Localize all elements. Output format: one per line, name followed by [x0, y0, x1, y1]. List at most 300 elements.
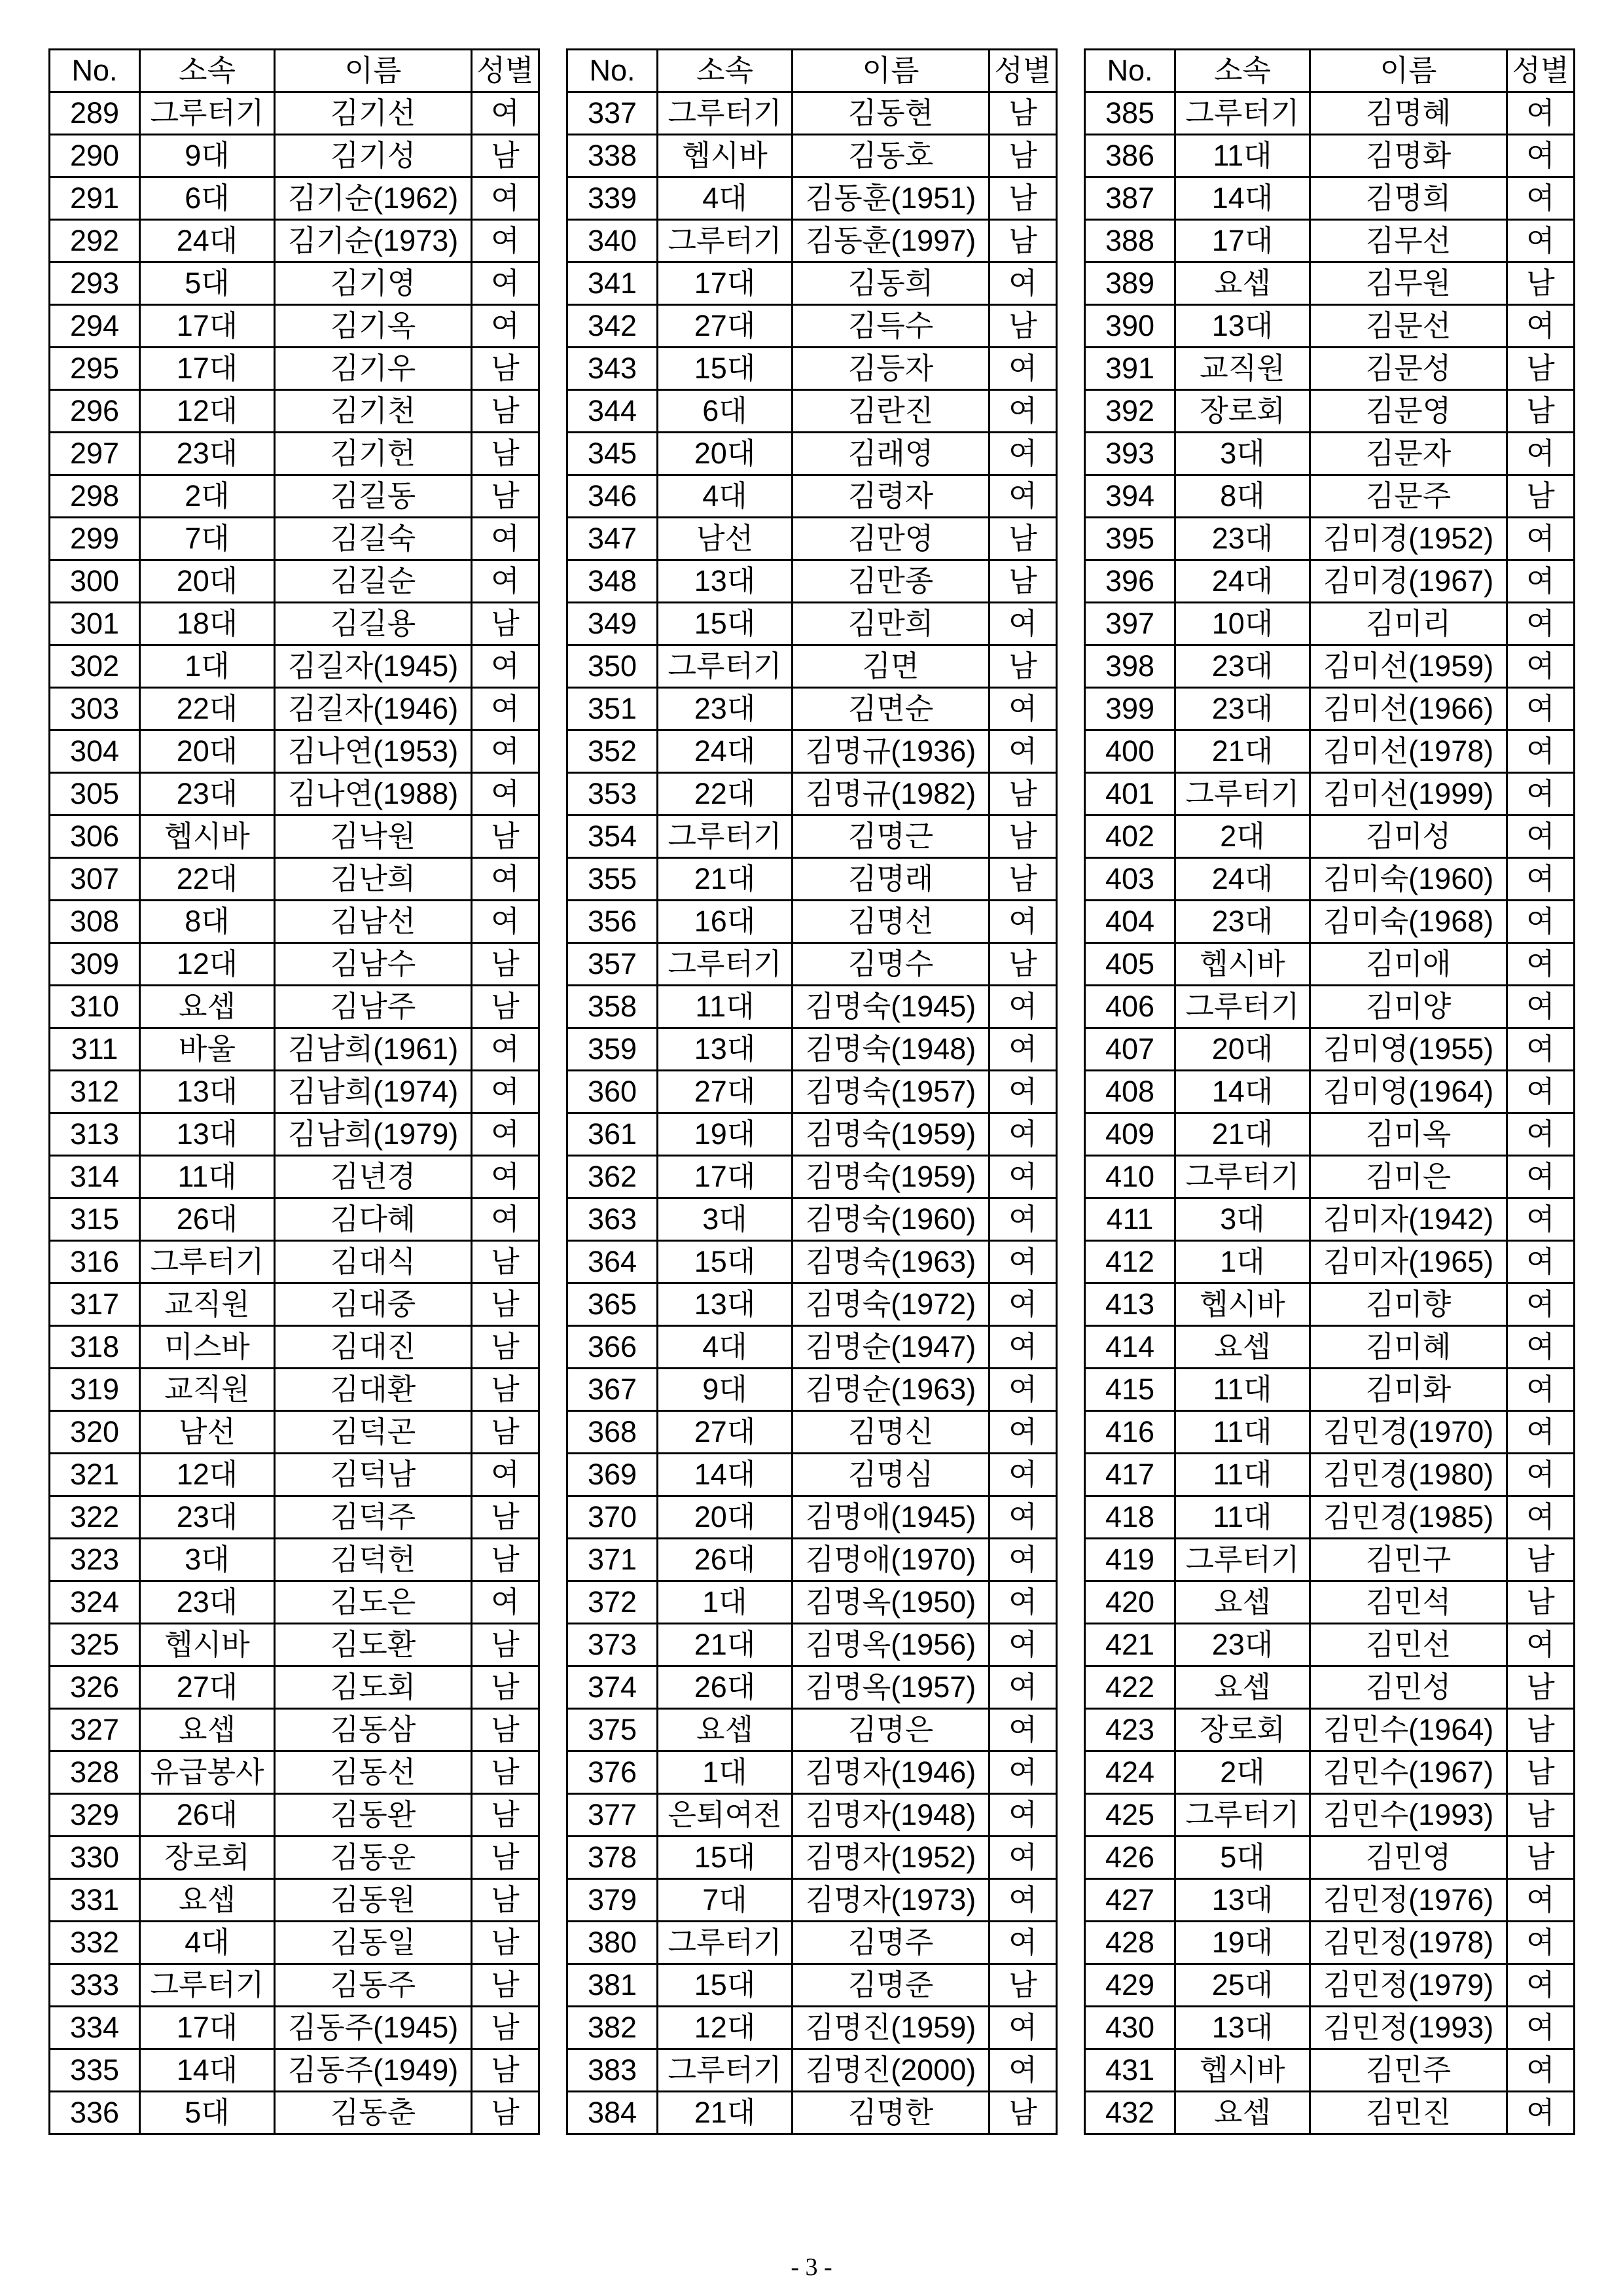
- cell-gender: 남: [472, 1837, 539, 1879]
- table-row: [50, 816, 539, 858]
- cell-gender: 남: [472, 1326, 539, 1369]
- table-row: [1085, 220, 1575, 262]
- cell-no: 385: [1085, 92, 1175, 135]
- cell-name: 김낙원: [275, 816, 472, 858]
- table-row: [567, 305, 1057, 348]
- cell-no: 330: [50, 1837, 140, 1879]
- table-row: [50, 1113, 539, 1156]
- cell-gender: 여: [1507, 135, 1575, 177]
- column-header-no: No.: [567, 50, 658, 92]
- table-row: [567, 1751, 1057, 1794]
- cell-affiliation: 14대: [1175, 177, 1310, 220]
- cell-no: 322: [50, 1496, 140, 1539]
- cell-no: 347: [567, 518, 658, 560]
- cell-affiliation: 2대: [1175, 1751, 1310, 1794]
- header-row: [1085, 50, 1575, 92]
- cell-name: 김년경: [275, 1156, 472, 1198]
- cell-name: 김덕곤: [275, 1411, 472, 1454]
- cell-name: 김명숙(1963): [793, 1241, 990, 1283]
- cell-gender: 여: [1507, 1922, 1575, 1964]
- member-table-3: [1084, 48, 1575, 2135]
- table-row: [1085, 1751, 1575, 1794]
- cell-name: 김도은: [275, 1581, 472, 1624]
- cell-affiliation: 18대: [140, 603, 275, 645]
- cell-affiliation: 23대: [658, 688, 793, 730]
- cell-name: 김길순: [275, 560, 472, 603]
- cell-affiliation: 미스바: [140, 1326, 275, 1369]
- cell-affiliation: 20대: [140, 560, 275, 603]
- table-row: [50, 943, 539, 986]
- cell-name: 김민정(1976): [1310, 1879, 1507, 1922]
- table-row: [1085, 986, 1575, 1028]
- table-row: [1085, 518, 1575, 560]
- cell-no: 332: [50, 1922, 140, 1964]
- cell-gender: 여: [1507, 1624, 1575, 1666]
- cell-affiliation: 그루터기: [140, 1964, 275, 2007]
- table-row: [50, 773, 539, 816]
- cell-name: 김기옥: [275, 305, 472, 348]
- cell-name: 김령자: [793, 475, 990, 518]
- cell-no: 409: [1085, 1113, 1175, 1156]
- cell-gender: 여: [990, 1581, 1057, 1624]
- cell-affiliation: 13대: [1175, 2007, 1310, 2049]
- table-row: [50, 1581, 539, 1624]
- table-body: [567, 92, 1057, 2134]
- table-row: [50, 730, 539, 773]
- cell-name: 김미자(1942): [1310, 1198, 1507, 1241]
- cell-no: 379: [567, 1879, 658, 1922]
- cell-name: 김명희: [1310, 177, 1507, 220]
- table-row: [567, 1964, 1057, 2007]
- cell-affiliation: 요셉: [658, 1709, 793, 1751]
- cell-affiliation: 22대: [140, 688, 275, 730]
- cell-gender: 남: [1507, 1794, 1575, 1837]
- cell-no: 354: [567, 816, 658, 858]
- table-row: [1085, 2007, 1575, 2049]
- column-header-gender: 성별: [990, 50, 1057, 92]
- cell-gender: 남: [472, 1794, 539, 1837]
- cell-no: 300: [50, 560, 140, 603]
- cell-affiliation: 3대: [658, 1198, 793, 1241]
- table-row: [50, 645, 539, 688]
- cell-affiliation: 헵시바: [658, 135, 793, 177]
- member-table-2: [566, 48, 1058, 2135]
- cell-affiliation: 20대: [140, 730, 275, 773]
- cell-name: 김명주: [793, 1922, 990, 1964]
- cell-gender: 여: [1507, 305, 1575, 348]
- cell-affiliation: 15대: [658, 348, 793, 390]
- cell-gender: 여: [1507, 1879, 1575, 1922]
- cell-name: 김미영(1964): [1310, 1071, 1507, 1113]
- table-row: [1085, 943, 1575, 986]
- table-row: [50, 1071, 539, 1113]
- table-row: [567, 1879, 1057, 1922]
- cell-gender: 남: [472, 1624, 539, 1666]
- cell-name: 김미숙(1968): [1310, 901, 1507, 943]
- cell-gender: 여: [1507, 773, 1575, 816]
- cell-gender: 여: [1507, 177, 1575, 220]
- cell-affiliation: 23대: [140, 1496, 275, 1539]
- cell-affiliation: 23대: [1175, 901, 1310, 943]
- cell-gender: 남: [1507, 262, 1575, 305]
- cell-gender: 여: [1507, 1411, 1575, 1454]
- table-row: [567, 645, 1057, 688]
- cell-no: 375: [567, 1709, 658, 1751]
- cell-name: 김문자: [1310, 433, 1507, 475]
- cell-affiliation: 12대: [140, 390, 275, 433]
- cell-gender: 여: [990, 1071, 1057, 1113]
- cell-name: 김남수: [275, 943, 472, 986]
- cell-gender: 여: [990, 688, 1057, 730]
- cell-name: 김명한: [793, 2092, 990, 2134]
- cell-affiliation: 그루터기: [140, 1241, 275, 1283]
- cell-gender: 남: [1507, 1837, 1575, 1879]
- cell-no: 416: [1085, 1411, 1175, 1454]
- cell-name: 김민수(1993): [1310, 1794, 1507, 1837]
- cell-affiliation: 10대: [1175, 603, 1310, 645]
- cell-no: 400: [1085, 730, 1175, 773]
- cell-no: 389: [1085, 262, 1175, 305]
- table-row: [50, 1241, 539, 1283]
- cell-affiliation: 5대: [140, 2092, 275, 2134]
- table-row: [567, 773, 1057, 816]
- cell-no: 353: [567, 773, 658, 816]
- cell-no: 369: [567, 1454, 658, 1496]
- cell-affiliation: 13대: [658, 1283, 793, 1326]
- table-row: [567, 986, 1057, 1028]
- cell-gender: 남: [1507, 1709, 1575, 1751]
- cell-gender: 남: [472, 1283, 539, 1326]
- cell-name: 김민정(1993): [1310, 2007, 1507, 2049]
- table-row: [50, 986, 539, 1028]
- cell-name: 김명은: [793, 1709, 990, 1751]
- cell-name: 김무선: [1310, 220, 1507, 262]
- cell-gender: 남: [472, 1709, 539, 1751]
- table-row: [567, 1326, 1057, 1369]
- table-row: [50, 1624, 539, 1666]
- cell-no: 372: [567, 1581, 658, 1624]
- table-row: [1085, 177, 1575, 220]
- cell-affiliation: 장로회: [1175, 390, 1310, 433]
- table-row: [567, 1794, 1057, 1837]
- table-row: [1085, 603, 1575, 645]
- cell-affiliation: 6대: [140, 177, 275, 220]
- cell-name: 김민수(1964): [1310, 1709, 1507, 1751]
- cell-name: 김대중: [275, 1283, 472, 1326]
- table-row: [1085, 1581, 1575, 1624]
- cell-no: 341: [567, 262, 658, 305]
- table-row: [50, 1496, 539, 1539]
- cell-no: 419: [1085, 1539, 1175, 1581]
- cell-affiliation: 요셉: [1175, 1666, 1310, 1709]
- cell-no: 317: [50, 1283, 140, 1326]
- cell-name: 김명애(1970): [793, 1539, 990, 1581]
- cell-affiliation: 교직원: [140, 1283, 275, 1326]
- cell-name: 김명옥(1957): [793, 1666, 990, 1709]
- table-row: [567, 220, 1057, 262]
- cell-name: 김기선: [275, 92, 472, 135]
- cell-no: 297: [50, 433, 140, 475]
- cell-no: 386: [1085, 135, 1175, 177]
- cell-gender: 여: [1507, 1326, 1575, 1369]
- cell-gender: 여: [1507, 1071, 1575, 1113]
- cell-no: 346: [567, 475, 658, 518]
- cell-affiliation: 그루터기: [658, 2049, 793, 2092]
- cell-name: 김미혜: [1310, 1326, 1507, 1369]
- table-row: [1085, 2049, 1575, 2092]
- cell-affiliation: 22대: [658, 773, 793, 816]
- cell-no: 310: [50, 986, 140, 1028]
- table-row: [50, 305, 539, 348]
- cell-name: 김동주: [275, 1964, 472, 2007]
- table-row: [567, 1666, 1057, 1709]
- cell-affiliation: 23대: [1175, 1624, 1310, 1666]
- cell-affiliation: 27대: [658, 1411, 793, 1454]
- cell-gender: 남: [472, 1666, 539, 1709]
- cell-affiliation: 13대: [1175, 1879, 1310, 1922]
- cell-no: 370: [567, 1496, 658, 1539]
- cell-no: 309: [50, 943, 140, 986]
- cell-name: 김민진: [1310, 2092, 1507, 2134]
- cell-name: 김명자(1973): [793, 1879, 990, 1922]
- cell-gender: 여: [472, 177, 539, 220]
- cell-gender: 남: [472, 943, 539, 986]
- cell-gender: 여: [990, 1156, 1057, 1198]
- cell-name: 김문주: [1310, 475, 1507, 518]
- cell-name: 김미숙(1960): [1310, 858, 1507, 901]
- cell-name: 김대식: [275, 1241, 472, 1283]
- cell-gender: 여: [1507, 2007, 1575, 2049]
- cell-no: 390: [1085, 305, 1175, 348]
- table-row: [567, 1624, 1057, 1666]
- cell-affiliation: 11대: [140, 1156, 275, 1198]
- cell-no: 315: [50, 1198, 140, 1241]
- cell-name: 김동일: [275, 1922, 472, 1964]
- cell-gender: 여: [1507, 433, 1575, 475]
- cell-gender: 여: [990, 390, 1057, 433]
- cell-affiliation: 11대: [1175, 1454, 1310, 1496]
- cell-no: 345: [567, 433, 658, 475]
- cell-no: 299: [50, 518, 140, 560]
- cell-affiliation: 15대: [658, 1241, 793, 1283]
- column-header-affiliation: 소속: [658, 50, 793, 92]
- cell-name: 김만희: [793, 603, 990, 645]
- cell-affiliation: 그루터기: [1175, 986, 1310, 1028]
- cell-no: 298: [50, 475, 140, 518]
- cell-gender: 남: [472, 2007, 539, 2049]
- cell-gender: 남: [1507, 1539, 1575, 1581]
- cell-name: 김등자: [793, 348, 990, 390]
- cell-name: 김미리: [1310, 603, 1507, 645]
- cell-no: 348: [567, 560, 658, 603]
- cell-gender: 여: [1507, 1964, 1575, 2007]
- cell-no: 414: [1085, 1326, 1175, 1369]
- cell-no: 366: [567, 1326, 658, 1369]
- cell-name: 김문영: [1310, 390, 1507, 433]
- table-row: [567, 1071, 1057, 1113]
- cell-affiliation: 21대: [658, 2092, 793, 2134]
- cell-gender: 여: [1507, 1028, 1575, 1071]
- cell-affiliation: 그루터기: [1175, 1794, 1310, 1837]
- cell-gender: 여: [990, 1028, 1057, 1071]
- cell-gender: 여: [990, 1666, 1057, 1709]
- cell-affiliation: 13대: [140, 1071, 275, 1113]
- table-row: [1085, 816, 1575, 858]
- cell-gender: 여: [1507, 1496, 1575, 1539]
- cell-affiliation: 4대: [658, 177, 793, 220]
- cell-name: 김명숙(1960): [793, 1198, 990, 1241]
- cell-gender: 여: [1507, 943, 1575, 986]
- table-row: [1085, 1454, 1575, 1496]
- table-row: [567, 1837, 1057, 1879]
- column-header-affiliation: 소속: [140, 50, 275, 92]
- cell-affiliation: 그루터기: [1175, 1539, 1310, 1581]
- cell-name: 김동현: [793, 92, 990, 135]
- cell-gender: 여: [1507, 688, 1575, 730]
- cell-gender: 여: [990, 1411, 1057, 1454]
- cell-affiliation: 14대: [1175, 1071, 1310, 1113]
- cell-no: 367: [567, 1369, 658, 1411]
- cell-affiliation: 13대: [140, 1113, 275, 1156]
- cell-gender: 여: [1507, 1454, 1575, 1496]
- cell-affiliation: 13대: [658, 560, 793, 603]
- cell-gender: 남: [1507, 348, 1575, 390]
- cell-no: 421: [1085, 1624, 1175, 1666]
- cell-gender: 여: [990, 2007, 1057, 2049]
- cell-no: 292: [50, 220, 140, 262]
- cell-affiliation: 17대: [140, 2007, 275, 2049]
- cell-gender: 여: [472, 1581, 539, 1624]
- cell-affiliation: 16대: [658, 901, 793, 943]
- table-row: [567, 1539, 1057, 1581]
- cell-name: 김동희: [793, 262, 990, 305]
- cell-name: 김나연(1953): [275, 730, 472, 773]
- cell-gender: 남: [990, 773, 1057, 816]
- cell-gender: 여: [990, 2049, 1057, 2092]
- cell-no: 418: [1085, 1496, 1175, 1539]
- cell-affiliation: 26대: [658, 1539, 793, 1581]
- table-row: [50, 1666, 539, 1709]
- cell-affiliation: 그루터기: [658, 816, 793, 858]
- table-row: [50, 1454, 539, 1496]
- cell-gender: 남: [1507, 475, 1575, 518]
- cell-no: 318: [50, 1326, 140, 1369]
- cell-no: 306: [50, 816, 140, 858]
- cell-gender: 여: [1507, 1283, 1575, 1326]
- cell-affiliation: 23대: [1175, 518, 1310, 560]
- table-row: [50, 1156, 539, 1198]
- cell-affiliation: 23대: [1175, 688, 1310, 730]
- cell-affiliation: 헵시바: [140, 1624, 275, 1666]
- cell-name: 김명혜: [1310, 92, 1507, 135]
- cell-gender: 여: [1507, 1198, 1575, 1241]
- table-row: [1085, 1666, 1575, 1709]
- cell-affiliation: 헵시바: [1175, 1283, 1310, 1326]
- cell-affiliation: 19대: [1175, 1922, 1310, 1964]
- table-row: [50, 603, 539, 645]
- cell-affiliation: 3대: [1175, 433, 1310, 475]
- cell-gender: 여: [990, 433, 1057, 475]
- cell-no: 323: [50, 1539, 140, 1581]
- cell-name: 김민경(1980): [1310, 1454, 1507, 1496]
- cell-name: 김기순(1962): [275, 177, 472, 220]
- cell-affiliation: 요셉: [1175, 1581, 1310, 1624]
- cell-affiliation: 23대: [1175, 645, 1310, 688]
- cell-no: 293: [50, 262, 140, 305]
- table-row: [1085, 348, 1575, 390]
- table-row: [567, 1156, 1057, 1198]
- cell-affiliation: 24대: [1175, 560, 1310, 603]
- cell-affiliation: 4대: [658, 1326, 793, 1369]
- table-row: [50, 220, 539, 262]
- cell-affiliation: 13대: [1175, 305, 1310, 348]
- cell-affiliation: 요셉: [140, 986, 275, 1028]
- cell-gender: 남: [472, 1369, 539, 1411]
- table-row: [50, 2049, 539, 2092]
- cell-affiliation: 13대: [658, 1028, 793, 1071]
- cell-no: 403: [1085, 858, 1175, 901]
- cell-name: 김동원: [275, 1879, 472, 1922]
- cell-gender: 여: [472, 92, 539, 135]
- cell-gender: 남: [990, 943, 1057, 986]
- cell-affiliation: 4대: [658, 475, 793, 518]
- cell-name: 김란진: [793, 390, 990, 433]
- cell-name: 김미선(1999): [1310, 773, 1507, 816]
- cell-no: 350: [567, 645, 658, 688]
- table-row: [567, 348, 1057, 390]
- cell-gender: 여: [990, 1709, 1057, 1751]
- cell-gender: 여: [1507, 1156, 1575, 1198]
- cell-affiliation: 7대: [658, 1879, 793, 1922]
- cell-gender: 남: [472, 816, 539, 858]
- cell-name: 김미화: [1310, 1369, 1507, 1411]
- cell-affiliation: 3대: [1175, 1198, 1310, 1241]
- table-row: [50, 858, 539, 901]
- cell-affiliation: 요셉: [1175, 262, 1310, 305]
- cell-name: 김미양: [1310, 986, 1507, 1028]
- cell-affiliation: 12대: [140, 943, 275, 986]
- cell-affiliation: 15대: [658, 603, 793, 645]
- cell-no: 423: [1085, 1709, 1175, 1751]
- table-row: [50, 1283, 539, 1326]
- cell-no: 327: [50, 1709, 140, 1751]
- table-row: [50, 1539, 539, 1581]
- cell-name: 김남희(1979): [275, 1113, 472, 1156]
- cell-affiliation: 5대: [1175, 1837, 1310, 1879]
- column-header-affiliation: 소속: [1175, 50, 1310, 92]
- cell-no: 368: [567, 1411, 658, 1454]
- table-row: [1085, 2092, 1575, 2134]
- table-row: [567, 1411, 1057, 1454]
- cell-gender: 남: [472, 135, 539, 177]
- table-row: [1085, 645, 1575, 688]
- cell-no: 397: [1085, 603, 1175, 645]
- cell-name: 김명신: [793, 1411, 990, 1454]
- cell-gender: 여: [472, 305, 539, 348]
- cell-no: 426: [1085, 1837, 1175, 1879]
- cell-gender: 여: [1507, 1241, 1575, 1283]
- cell-gender: 남: [990, 305, 1057, 348]
- table-row: [567, 1369, 1057, 1411]
- table-row: [50, 1751, 539, 1794]
- cell-no: 338: [567, 135, 658, 177]
- cell-affiliation: 8대: [140, 901, 275, 943]
- cell-affiliation: 11대: [1175, 1496, 1310, 1539]
- cell-gender: 여: [1507, 1369, 1575, 1411]
- cell-name: 김명순(1963): [793, 1369, 990, 1411]
- cell-name: 김미자(1965): [1310, 1241, 1507, 1283]
- cell-name: 김명숙(1959): [793, 1156, 990, 1198]
